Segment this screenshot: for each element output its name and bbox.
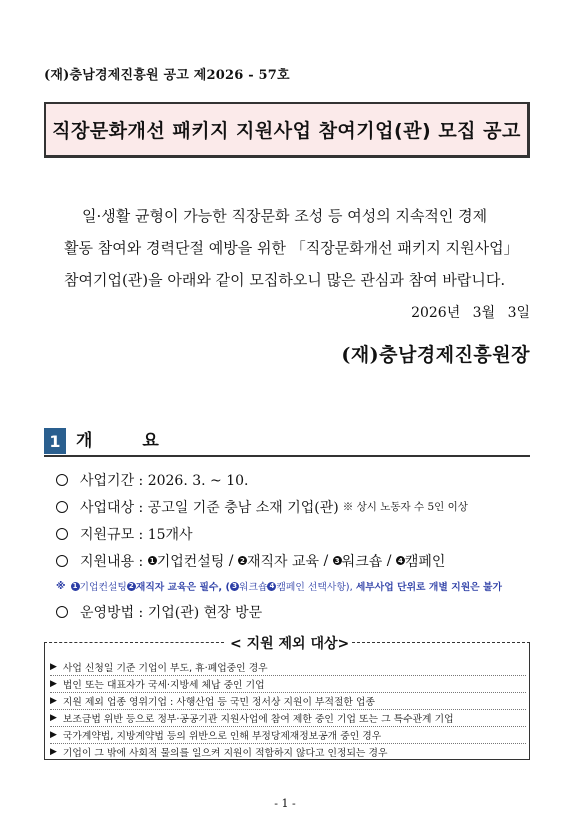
content-item-3: 워크숍 [341, 553, 383, 570]
note-mark: ※ [56, 580, 66, 592]
list-item-period [56, 466, 546, 493]
intro-line-1: 일·생활 균형이 가능한 직장문화 조성 등 여성의 지속적인 경제 [82, 207, 488, 225]
list-item [50, 710, 526, 727]
signer-name: (재)충남경제진흥원장 [341, 344, 530, 366]
box-top-border-left [44, 642, 224, 643]
list-item-content [56, 547, 546, 574]
number-badge-3: 3 [230, 582, 239, 591]
exclusion-text: 법인 또는 대표자가 국세·지방세 체납 중인 기업 [62, 680, 265, 691]
number-badge-2: 2 [127, 582, 136, 591]
note-part-2: 재직자 교육은 필수, ( [135, 582, 231, 593]
method-text: 운영방법 : 기업(관) 현장 방문 [80, 604, 263, 621]
triangle-bullet-icon: ▶ [50, 662, 57, 672]
content-item-1: 기업컨설팅 [156, 553, 225, 570]
circle-bullet-icon [56, 606, 68, 618]
list-item-scale [56, 520, 546, 547]
circle-bullet-icon [56, 528, 68, 540]
scale-text: 지원규모 : 15개사 [80, 526, 193, 543]
target-note: ※ 상시 노동자 수 5인 이상 [342, 501, 468, 513]
number-badge-1: 1 [71, 582, 80, 591]
content-note [56, 574, 546, 598]
exclusion-title: < 지원 제외 대상> [228, 633, 351, 653]
announcement-title-box [44, 102, 530, 158]
triangle-bullet-icon: ▶ [50, 713, 57, 723]
list-item [50, 727, 526, 744]
exclusion-text: 보조금법 위반 등으로 정부·공공기관 지원사업에 참여 제한 중인 기업 또는 그 특수관계 기업 [62, 714, 454, 725]
period-text: 사업기간 : 2026. 3. ~ 10. [80, 472, 249, 489]
page-number: - 1 - [274, 797, 296, 810]
circle-bullet-icon [56, 555, 68, 567]
section-number-badge: 1 [44, 428, 66, 454]
exclusion-text: 국가계약법, 지방계약법 등의 위반으로 인해 부정당제재정보공개 중인 경우 [62, 731, 382, 742]
list-item-target [56, 493, 546, 520]
separator: / [319, 552, 333, 569]
separator: / [224, 552, 238, 569]
target-text: 사업대상 : 공고일 기준 충남 소재 기업(관) [80, 499, 339, 516]
intro-line-2: 활동 참여와 경력단절 예방을 위한 「직장문화개선 패키지 지원사업」 [64, 239, 519, 257]
list-item-method [56, 598, 546, 625]
triangle-bullet-icon: ▶ [50, 679, 57, 689]
exclusion-text: 사업 신청일 기준 기업이 부도, 휴·폐업중인 경우 [62, 663, 268, 674]
separator: / [382, 552, 396, 569]
exclusion-text: 지원 제외 업종 영위기업 : 사행산업 등 국민 정서상 지원이 부적절한 업종 [62, 697, 375, 708]
triangle-bullet-icon: ▶ [50, 696, 57, 706]
number-badge-4: 4 [396, 556, 405, 565]
box-top-border-right [352, 642, 530, 643]
note-part-3: 워크숍 [239, 582, 268, 593]
announcement-date: 2026년 3월 3일 [411, 305, 530, 321]
note-part-1: 기업컨설팅 [79, 582, 127, 593]
number-badge-4: 4 [267, 582, 276, 591]
number-badge-2: 2 [238, 556, 247, 565]
list-item [50, 693, 526, 710]
triangle-bullet-icon: ▶ [50, 730, 57, 740]
number-badge-3: 3 [333, 556, 342, 565]
note-part-4: 캠페인 선택사항), [276, 582, 356, 593]
note-part-5: 세부사업 단위로 개별 지원은 불가 [355, 582, 502, 593]
list-item [50, 744, 526, 760]
list-item [50, 659, 526, 676]
list-item [50, 676, 526, 693]
exclusion-list [50, 659, 526, 760]
content-item-2: 재직자 교육 [246, 553, 320, 570]
content-prefix: 지원내용 : [80, 553, 148, 570]
announcement-title: 직장문화개선 패키지 지원사업 참여기업(관) 모집 공고 [52, 120, 521, 142]
section-title: 개 요 [76, 431, 181, 451]
triangle-bullet-icon: ▶ [50, 747, 57, 757]
circle-bullet-icon [56, 501, 68, 513]
circle-bullet-icon [56, 474, 68, 486]
number-badge-1: 1 [148, 556, 157, 565]
content-item-4: 캠페인 [404, 553, 446, 570]
notice-number: (재)충남경제진흥원 공고 제2026 - 57호 [44, 68, 290, 83]
intro-paragraph [64, 200, 534, 296]
overview-list [56, 466, 546, 625]
exclusion-text: 기업이 그 밖에 사회적 물의를 일으켜 지원이 적합하지 않다고 인정되는 경우 [62, 748, 388, 759]
section-divider [44, 455, 530, 457]
intro-line-3: 참여기업(관)을 아래와 같이 모집하오니 많은 관심과 참여 바랍니다. [64, 271, 506, 289]
